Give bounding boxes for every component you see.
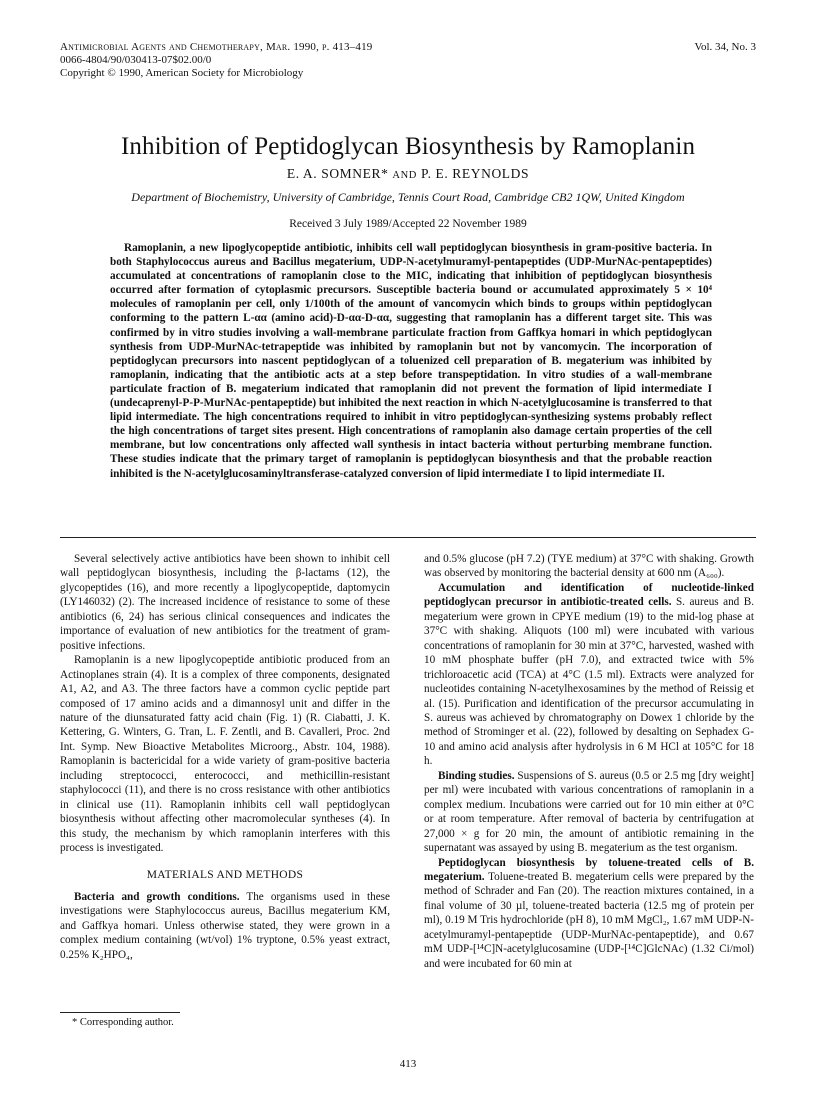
toluene-text: Toluene-treated B. megaterium cells were prepared by the method of Schrader and Fan (20). The reaction mixtures contained, in a final volume of 30 µl, toluene-treated bacteria (12.5 mg of protein per ml), 0.19 M Tris hydrochloride (pH 8), 10 mM MgCl₂, 1.67 mM UDP-N-acetylmuramyl-pentapeptide (UDP-MurNAc-pentapeptide), and 0.67 mM UDP-[¹⁴C]N-acetylglucosamine (UDP-[¹⁴C]GlcNAc) (1.32 Ci/mol) and were incubated for 60 min at bbox=[424, 870, 754, 970]
journal-header bbox=[60, 41, 372, 80]
bacteria-text: The organisms used in these investigations were Staphylococcus aureus, Bacillus megaterium KM, and Gaffkya homari. Unless otherwise stated, they were grown in a complex medium containing (wt/vol) 1% tryptone, 0.5% yeast extract, 0.25% K₂HPO₄, bbox=[60, 890, 390, 961]
volume-issue: Vol. 34, No. 3 bbox=[694, 41, 756, 53]
author-first: E. A. SOMNER* bbox=[286, 166, 389, 181]
affiliation: Department of Biochemistry, University of Cambridge, Tennis Court Road, Cambridge CB2 1QW, United Kingdom bbox=[131, 190, 685, 204]
abstract: Ramoplanin, a new lipoglycopeptide antibiotic, inhibits cell wall peptidoglycan biosynthesis in gram-positive bacteria. In both Staphylococcus aureus and Bacillus megaterium, UDP-N-acetylmuramyl-pentapeptides (UDP-MurNAc-pentapeptides) accumulated at concentrations of ramoplanin close to the MIC, indicating that inhibition of peptidoglycan biosynthesis occurred after formation of cytoplasmic precursors. Susceptible bacteria bound or accumulated approximately 5 × 10⁴ molecules of ramoplanin per cell, only 1/100th of the amount of vancomycin which binds to groups within peptidoglycan conforming to the pattern L-αα (amino acid)-D-αα-D-αα, suggesting that ramoplanin has a different target site. This was confirmed by in vitro studies involving a wall-membrane particulate fraction from Gaffkya homari in which peptidoglycan synthesis from UDP-MurNAc-tetrapeptide was inhibited by ramoplanin but not by vancomycin. The incorporation of peptidoglycan precursors into nascent peptidoglycan of a toluenized cell preparation of B. megaterium was inhibited by ramoplanin, indicating that the antibiotic acts at a step before transpeptidation. In vitro studies of a wall-membrane particulate fraction of B. megaterium indicated that ramoplanin did not prevent the formation of lipid intermediate I (undecaprenyl-P-P-MurNAc-pentapeptide) but inhibited the next reaction in which N-acetylglucosamine is transferred to that lipid intermediate. The high concentrations required to inhibit in vitro peptidoglycan-synthesizing systems probably reflect the high concentrations of target sites present. High concentrations of ramoplanin also damage certain properties of the cell membrane, but low concentrations only affected wall synthesis in intact bacteria without perturbing membrane function. These studies indicate that the primary target of ramoplanin is peptidoglycan biosynthesis and that the probable reaction inhibited is the N-acetylglucosaminyltransferase-catalyzed conversion of lipid intermediate I to lipid intermediate II. bbox=[110, 242, 712, 480]
bacteria-paragraph bbox=[60, 890, 390, 962]
author-second: P. E. REYNOLDS bbox=[420, 166, 530, 181]
section-heading: MATERIALS AND METHODS bbox=[146, 868, 304, 881]
author-conjunction: AND bbox=[392, 170, 417, 181]
abstract-divider bbox=[60, 537, 756, 538]
intro-paragraph-2: Ramoplanin is a new lipoglycopeptide antibiotic produced from an Actinoplanes strain (4). It is a complex of three components, designated A1, A2, and A3. The three factors have a common cyclic peptide part composed of 17 amino acids and a dimannosyl unit and differ in the nature of the diunsaturated fatty acid chain (Fig. 1) (R. Ciabatti, J. K. Kettering, G. Winters, G. Tran, L. F. Zentli, and B. Cavalleri, Proc. 2nd Int. Symp. New Bioactive Metabolites Microorg., Abstr. 104, 1988). Ramoplanin is bactericidal for a wide variety of gram-positive bacteria including streptococci, enterococci, and methicillin-resistant staphylococci (11), and there is no cross resistance with other antibiotics in clinical use (11). Ramoplanin inhibits cell wall peptidoglycan biosynthesis without affecting other macromolecular syntheses (4). In this study, the mechanism by which ramoplanin interferes with this process is investigated. bbox=[60, 654, 390, 855]
binding-text: Suspensions of S. aureus (0.5 or 2.5 mg [dry weight] per ml) were incubated with various concentrations of ramoplanin in a complex medium. Incubations were carried out for 10 min either at 0°C or at room temperature. After removal of bacteria by centrifugation at 27,000 × g for 20 min, the amount of antibiotic remaining in the supernatant was assayed by using B. megaterium as the test organism. bbox=[424, 769, 755, 855]
binding-paragraph bbox=[424, 769, 754, 856]
page-number: 413 bbox=[399, 1058, 417, 1070]
right-column bbox=[424, 552, 754, 971]
bacteria-subheading: Bacteria and growth conditions. bbox=[74, 890, 240, 903]
footnote-divider bbox=[60, 1012, 180, 1013]
accumulation-text: S. aureus and B. megaterium were grown in CPYE medium (19) to the mid-log phase at 37°C with shaking. Aliquots (100 ml) were incubated with various concentrations of ramoplanin for 30 min at 37°C, harvested, washed with 10 mM phosphate buffer (pH 7.0), and extracted twice with 5% trichloroacetic acid (TCA) at 4°C (1.5 ml). Extracts were analyzed for nucleotides containing N-acetylhexosamines by the method of Reissig et al. (15). Purification and identification of the precursor accumulating in S. aureus was achieved by chromatography on Dowex 1 chloride by the method of Strominger et al. (22), followed by desalting on Sephadex G-10 and amino acid analysis after hydrolysis in 6 M HCl at 105°C for 18 h. bbox=[424, 596, 754, 768]
author-line bbox=[0, 166, 816, 182]
journal-citation: Antimicrobial Agents and Chemotherapy, Mar. 1990, p. 413–419 bbox=[60, 41, 373, 53]
received-dates: Received 3 July 1989/Accepted 22 November 1989 bbox=[289, 218, 527, 230]
article-title: Inhibition of Peptidoglycan Biosynthesis by Ramoplanin bbox=[120, 133, 696, 160]
left-column bbox=[60, 552, 390, 962]
intro-paragraph-1: Several selectively active antibiotics have been shown to inhibit cell wall peptidoglycan biosynthesis, including the β-lactams (12), the glycopeptides (16), and more recently a lipoglycopeptide, daptomycin (LY146032) (2). The increased incidence of resistance to some of these antibiotics (6, 24) has serious clinical consequences and indicates the importance of evaluation of new antibiotics for the treatment of gram-positive infections. bbox=[60, 553, 390, 652]
footnote: * Corresponding author. bbox=[72, 1017, 174, 1028]
binding-subheading: Binding studies. bbox=[438, 769, 515, 782]
accumulation-subheading: Accumulation and identification of nucleotide-linked peptidoglycan precursor in antibiotic-treated cells. bbox=[424, 581, 754, 609]
accumulation-paragraph bbox=[424, 581, 754, 769]
copyright-line: Copyright © 1990, American Society for Microbiology bbox=[60, 67, 304, 79]
toluene-subheading: Peptidoglycan biosynthesis by toluene-treated cells of B. megaterium. bbox=[424, 856, 754, 883]
continued-paragraph: and 0.5% glucose (pH 7.2) (TYE medium) at 37°C with shaking. Growth was observed by monitoring the bacterial density at 600 nm (A₆₀₀). bbox=[424, 553, 754, 580]
article-code: 0066-4804/90/030413-07$02.00/0 bbox=[60, 54, 212, 66]
toluene-paragraph bbox=[424, 856, 754, 972]
